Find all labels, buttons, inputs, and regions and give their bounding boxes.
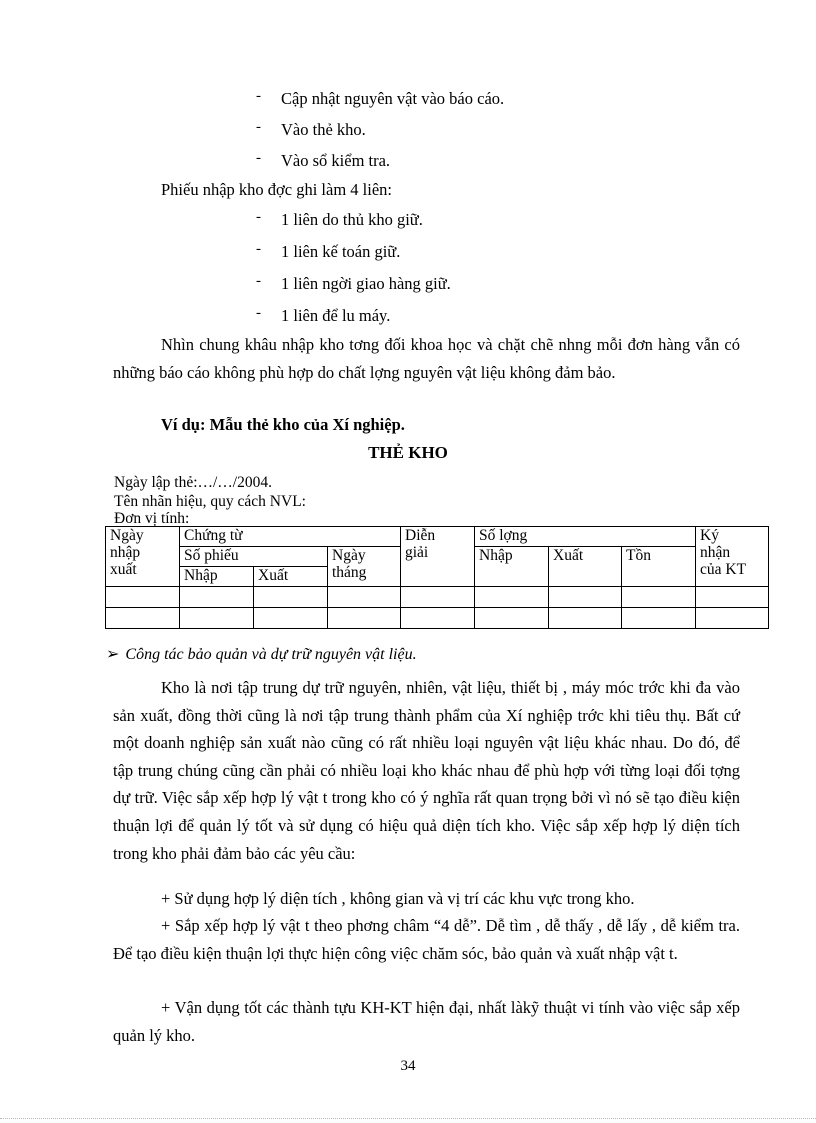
list-item: 1 liên do thủ kho giữ. (281, 210, 423, 229)
col-sl-ton: Tồn (622, 547, 696, 587)
list-marker: - (256, 150, 261, 166)
col-so-luong: Số lợng (475, 527, 696, 547)
card-unit-field: Đơn vị tính: (114, 510, 190, 527)
col-phieu-nhap: Nhập (180, 567, 254, 587)
arrow-bullet-icon: ➢ (106, 646, 120, 663)
card-brand-field: Tên nhãn hiệu, quy cách NVL: (114, 493, 306, 510)
page-bottom-rule (0, 1118, 816, 1119)
col-sl-nhap: Nhập (475, 547, 549, 587)
list-item: Vào sổ kiểm tra. (281, 151, 391, 170)
paragraph-kho: Kho là nơi tập trung dự trữ nguyên, nhiên, vật liệu, thiết bị , máy móc trớc khi đa vào sản xuất, đồng thời cũng là nơi tập trung thành phẩm của Xí nghiệp trớc khi tiêu thụ. Bất cứ một doanh nghiệp sản xuất nào cũng có rất nhiều loại nguyên vật liệu khác nhau. Do đó, để tập trung chúng cũng cần phải có nhiều loại kho khác nhau để phù hợp với từng loại đối tợng dự trữ. Việc sắp xếp hợp lý vật t trong kho có ý nghĩa rất quan trọng bởi vì nó sẽ tạo điều kiện thuận lợi để quản lý tốt và sử dụng có hiệu quả diện tích kho. Việc sắp xếp hợp lý diện tích trong kho phải đảm bảo các yêu cầu: (113, 678, 740, 863)
requirement-1: + Sử dụng hợp lý diện tích , không gian và vị trí các khu vực trong kho. (161, 889, 635, 908)
requirement-3: + Vận dụng tốt các thành tựu KH-KT hiện đại, nhất làkỹ thuật vi tính vào việc sắp xếp quản lý kho. (113, 998, 740, 1045)
list-marker: - (256, 209, 261, 225)
phieu-intro: Phiếu nhập kho đợc ghi làm 4 liên: (161, 180, 392, 199)
col-ngay-thang: Ngày tháng (328, 547, 401, 587)
col-ky-nhan: Ký nhận của KT (696, 527, 769, 587)
list-marker: - (256, 119, 261, 135)
col-chung-tu: Chứng từ (180, 527, 401, 547)
page-number: 34 (400, 1058, 416, 1074)
table-row (106, 587, 769, 608)
card-title: THẺ KHO (368, 443, 448, 462)
stock-card-table (105, 526, 769, 629)
list-item: 1 liên kế toán giữ. (281, 242, 401, 261)
col-dien-giai: Diễn giải (401, 527, 475, 587)
list-marker: - (256, 241, 261, 257)
col-phieu-xuat: Xuất (254, 567, 328, 587)
paragraph-general: Nhìn chung khâu nhập kho tơng đối khoa học và chặt chẽ nhng mỗi đơn hàng vẫn có những báo cáo không phù hợp do chất lợng nguyên vật liệu không đảm bảo. (113, 335, 740, 382)
list-item: 1 liên ngời giao hàng giữ. (281, 274, 451, 293)
table-row (106, 608, 769, 629)
section-heading: ➢ Công tác bảo quản và dự trữ nguyên vật liệu. (106, 646, 417, 663)
requirement-2: + Sắp xếp hợp lý vật t theo phơng châm “4 dễ”. Dễ tìm , dễ thấy , dễ lấy , dễ kiểm tra. Để tạo điều kiện thuận lợi thực hiện công việc chăm sóc, bảo quản và xuất nhập vật t. (113, 916, 740, 963)
list-item: 1 liên để lu máy. (281, 306, 391, 325)
list-marker: - (256, 305, 261, 321)
list-item: Cập nhật nguyên vật vào báo cáo. (281, 89, 505, 108)
list-marker: - (256, 273, 261, 289)
card-date-field: Ngày lập thẻ:…/…/2004. (114, 474, 272, 491)
col-sl-xuat: Xuất (549, 547, 622, 587)
list-item: Vào thẻ kho. (281, 120, 366, 139)
col-ngay-nhap-xuat: Ngày nhập xuất (106, 527, 180, 587)
col-so-phieu: Số phiếu (180, 547, 328, 567)
example-heading: Ví dụ: Mẫu thẻ kho của Xí nghiệp. (161, 415, 405, 434)
list-marker: - (256, 88, 261, 104)
